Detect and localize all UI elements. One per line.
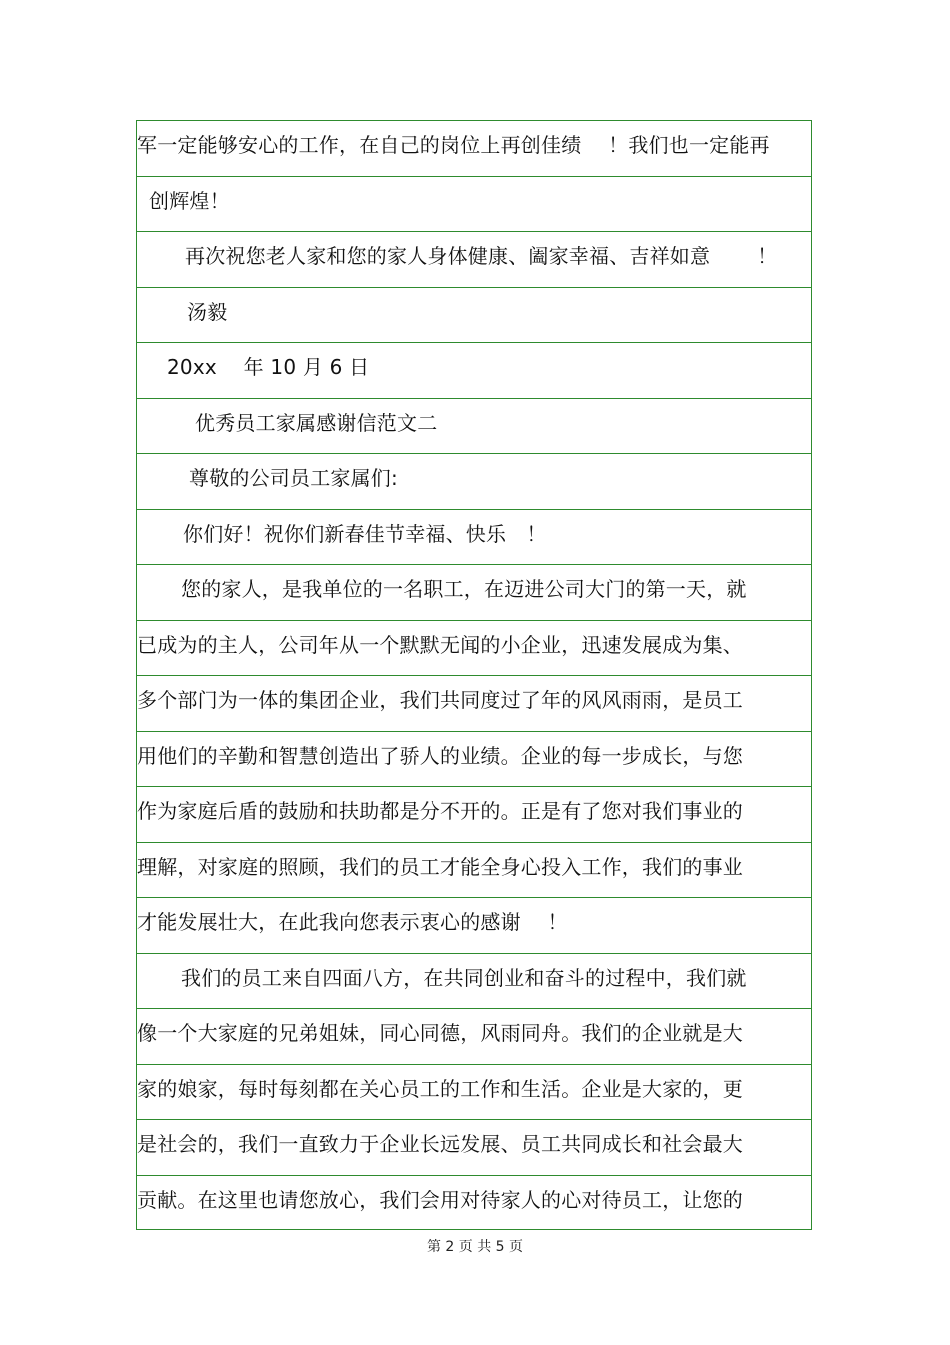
body-text: 才能发展壮大，在此我向您表示衷心的感谢 ！ xyxy=(137,910,568,934)
closing-wish: 再次祝您老人家和您的家人身体健康、阖家幸福、吉祥如意 ！ xyxy=(185,244,778,268)
text-line xyxy=(137,1120,811,1176)
text-line xyxy=(137,787,811,843)
body-text: 创辉煌！ xyxy=(149,188,230,213)
body-text: 多个部门为一体的集团企业，我们共同度过了年的风风雨雨，是员工 xyxy=(137,688,743,712)
text-line xyxy=(137,232,811,288)
text-line xyxy=(137,565,811,621)
text-line xyxy=(137,1176,811,1232)
signature-name: 汤毅 xyxy=(187,299,228,324)
body-text: 像一个大家庭的兄弟姐妹，同心同德，风雨同舟。我们的企业就是大 xyxy=(137,1021,743,1045)
text-line xyxy=(137,288,811,344)
text-line xyxy=(137,1065,811,1121)
section-title: 优秀员工家属感谢信范文二 xyxy=(195,410,438,435)
page-number: 第 2 页 共 5 页 xyxy=(426,1239,524,1255)
body-text: 家的娘家，每时每刻都在关心员工的工作和生活。企业是大家的，更 xyxy=(137,1076,743,1101)
text-line xyxy=(137,954,811,1010)
text-line xyxy=(137,121,811,177)
body-text: 已成为的主人，公司年从一个默默无闻的小企业，迅速发展成为集、 xyxy=(137,632,743,657)
body-text: 我们的员工来自四面八方，在共同创业和奋斗的过程中，我们就 xyxy=(181,965,747,990)
ruled-text-box xyxy=(136,120,812,1230)
body-text: 用他们的辛勤和智慧创造出了骄人的业绩。企业的每一步成长，与您 xyxy=(137,743,743,768)
letter-date: 20xx 年 10 月 6 日 xyxy=(167,355,370,379)
text-line xyxy=(137,510,811,566)
text-line xyxy=(137,732,811,788)
text-line xyxy=(137,898,811,954)
text-line xyxy=(137,454,811,510)
text-line xyxy=(137,399,811,455)
text-line xyxy=(137,177,811,233)
page-footer xyxy=(0,1238,950,1256)
salutation: 尊敬的公司员工家属们: xyxy=(189,466,398,490)
text-line xyxy=(137,843,811,899)
greeting: 你们好！祝你们新春佳节幸福、快乐 ！ xyxy=(183,521,547,546)
text-line xyxy=(137,343,811,399)
text-line xyxy=(137,621,811,677)
body-text: 是社会的，我们一直致力于企业长远发展、员工共同成长和社会最大 xyxy=(137,1132,743,1156)
body-text: 您的家人，是我单位的一名职工，在迈进公司大门的第一天，就 xyxy=(181,577,747,601)
text-line xyxy=(137,1009,811,1065)
body-text: 作为家庭后盾的鼓励和扶助都是分不开的。正是有了您对我们事业的 xyxy=(137,799,743,823)
text-line xyxy=(137,676,811,732)
body-text: 理解，对家庭的照顾，我们的员工才能全身心投入工作，我们的事业 xyxy=(137,854,743,879)
body-text: 贡献。在这里也请您放心，我们会用对待家人的心对待员工，让您的 xyxy=(137,1187,743,1212)
body-text: 军一定能够安心的工作，在自己的岗位上再创佳绩 ！我们也一定能再 xyxy=(137,133,770,157)
